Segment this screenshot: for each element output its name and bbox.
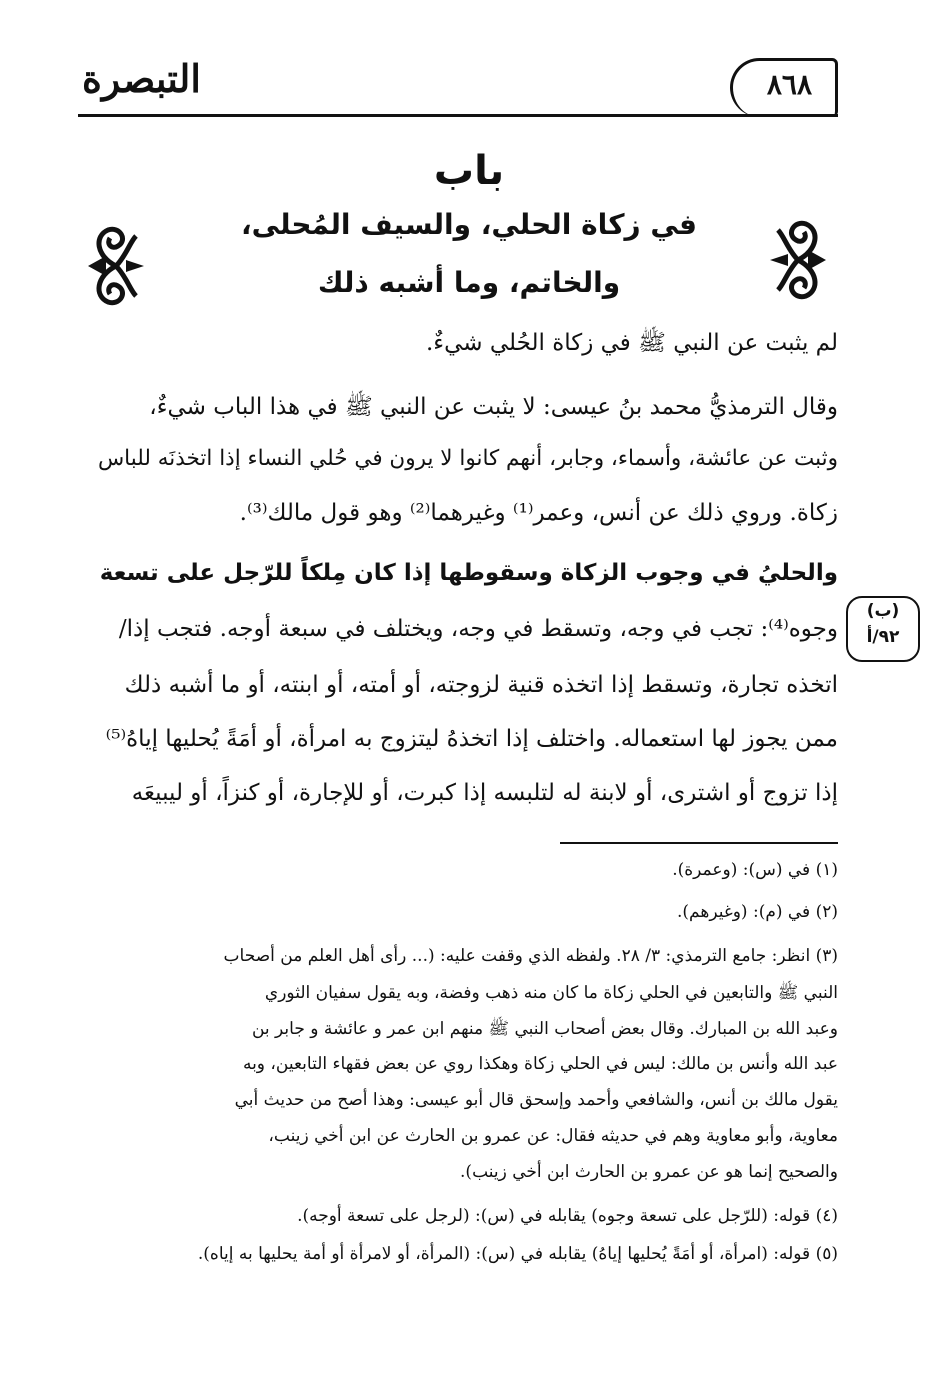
page-number: ٨٦٨ [766, 68, 812, 101]
folio-note-line-2: ٩٢/أ [866, 627, 900, 647]
text-line: اتخذه تجارة، وتسقط إذا اتخذه قنية لزوجته، أو أمته، أو ابنته، أو ما أشبه ذلك [124, 672, 838, 698]
folio-note-line-1: (ب) [866, 601, 900, 621]
ornament-left-icon [86, 216, 146, 316]
text-line: لم يثبت عن النبي ﷺ في زكاة الحُلي شيءٌ. [425, 330, 838, 356]
footnote-separator [560, 842, 838, 844]
text-line-bold: والحليُ في وجوب الزكاة وسقوطها إذا كان مِلكاً للرّجل على تسعة [99, 560, 838, 586]
footnote: (٤) قوله: (للرّجل على تسعة وجوه) يقابله في (س): (لرجل على تسعة أوجه). [297, 1206, 838, 1226]
text-line: وجوه⁽⁴⁾: تجب في وجه، وتسقط في وجه، ويختلف في سبعة أوجه. فتجب إذا/ [118, 616, 838, 642]
text-line: وقال الترمذيُّ محمد بنُ عيسى: لا يثبت عن النبي ﷺ في هذا الباب شيءٌ، [149, 394, 838, 420]
page-header [78, 48, 838, 128]
footnote: معاوية، وأبو معاوية وهم في حديثه فقال: عن عمرو بن الحارث عن ابن أخي زينب، [268, 1126, 838, 1146]
chapter-label: باب [433, 148, 505, 194]
text-line: ممن يجوز لها استعماله. واختلف إذا اتخذهُ ليتزوج به امرأة، أو أمَةً يُحليها إياهُ⁽⁵⁾ [105, 726, 838, 752]
footnote: (٣) انظر: جامع الترمذي: ٣/ ٢٨. ولفظه الذي وقفت عليه: (... رأى أهل العلم من أصحاب [223, 946, 838, 966]
footnote: (٢) في (م): (وغيرهم). [677, 902, 838, 922]
book-title: التبصرة [82, 56, 201, 101]
text-line: زكاة. وروي ذلك عن أنس، وعمر⁽¹⁾ وغيرهما⁽²⁾ وهو قول مالك⁽³⁾. [239, 500, 838, 526]
text-line: إذا تزوج أو اشترى، أو لابنة له لتلبسه إذا كبرت، أو للإجارة، أو كنزاً، أو ليبيعَه [131, 780, 838, 806]
footnote: (٥) قوله: (امرأة، أو أمَةً يُحليها إياهُ) يقابله في (س): (المرأة، أو لامرأة أو أمة يحليها به إياه). [197, 1244, 838, 1264]
text-line: وثبت عن عائشة، وأسماء، وجابر، أنهم كانوا لا يرون في حُلي النساء إذا اتخذنَه للباس [97, 446, 838, 471]
chapter-title-line-1: في زكاة الحلي، والسيف المُحلى، [240, 208, 698, 241]
chapter-title-line-2: والخاتم، وما أشبه ذلك [317, 266, 621, 299]
footnote: وعبد الله بن المبارك. وقال بعض أصحاب النبي ﷺ منهم ابن عمر و عائشة و جابر بن [251, 1019, 838, 1039]
header-rule [78, 114, 838, 117]
footnote: (١) في (س): (وعمرة). [672, 860, 838, 880]
footnote: والصحيح إنما هو عن عمرو بن الحارث ابن أخي زينب). [460, 1162, 838, 1182]
footnote: عبد الله وأنس بن مالك: ليس في الحلي زكاة وهكذا روي عن بعض فقهاء التابعين، وبه [242, 1054, 838, 1074]
footnote: النبي ﷺ والتابعين في الحلي زكاة ما كان منه ذهب وفضة، وبه يقول سفيان الثوري [264, 983, 838, 1003]
footnote: يقول مالك بن أنس، والشافعي وأحمد وإسحق قال أبو عيسى: وهذا أصح من حديث أبي [234, 1090, 838, 1110]
ornament-right-icon [768, 210, 828, 310]
manuscript-folio-note [846, 596, 920, 662]
